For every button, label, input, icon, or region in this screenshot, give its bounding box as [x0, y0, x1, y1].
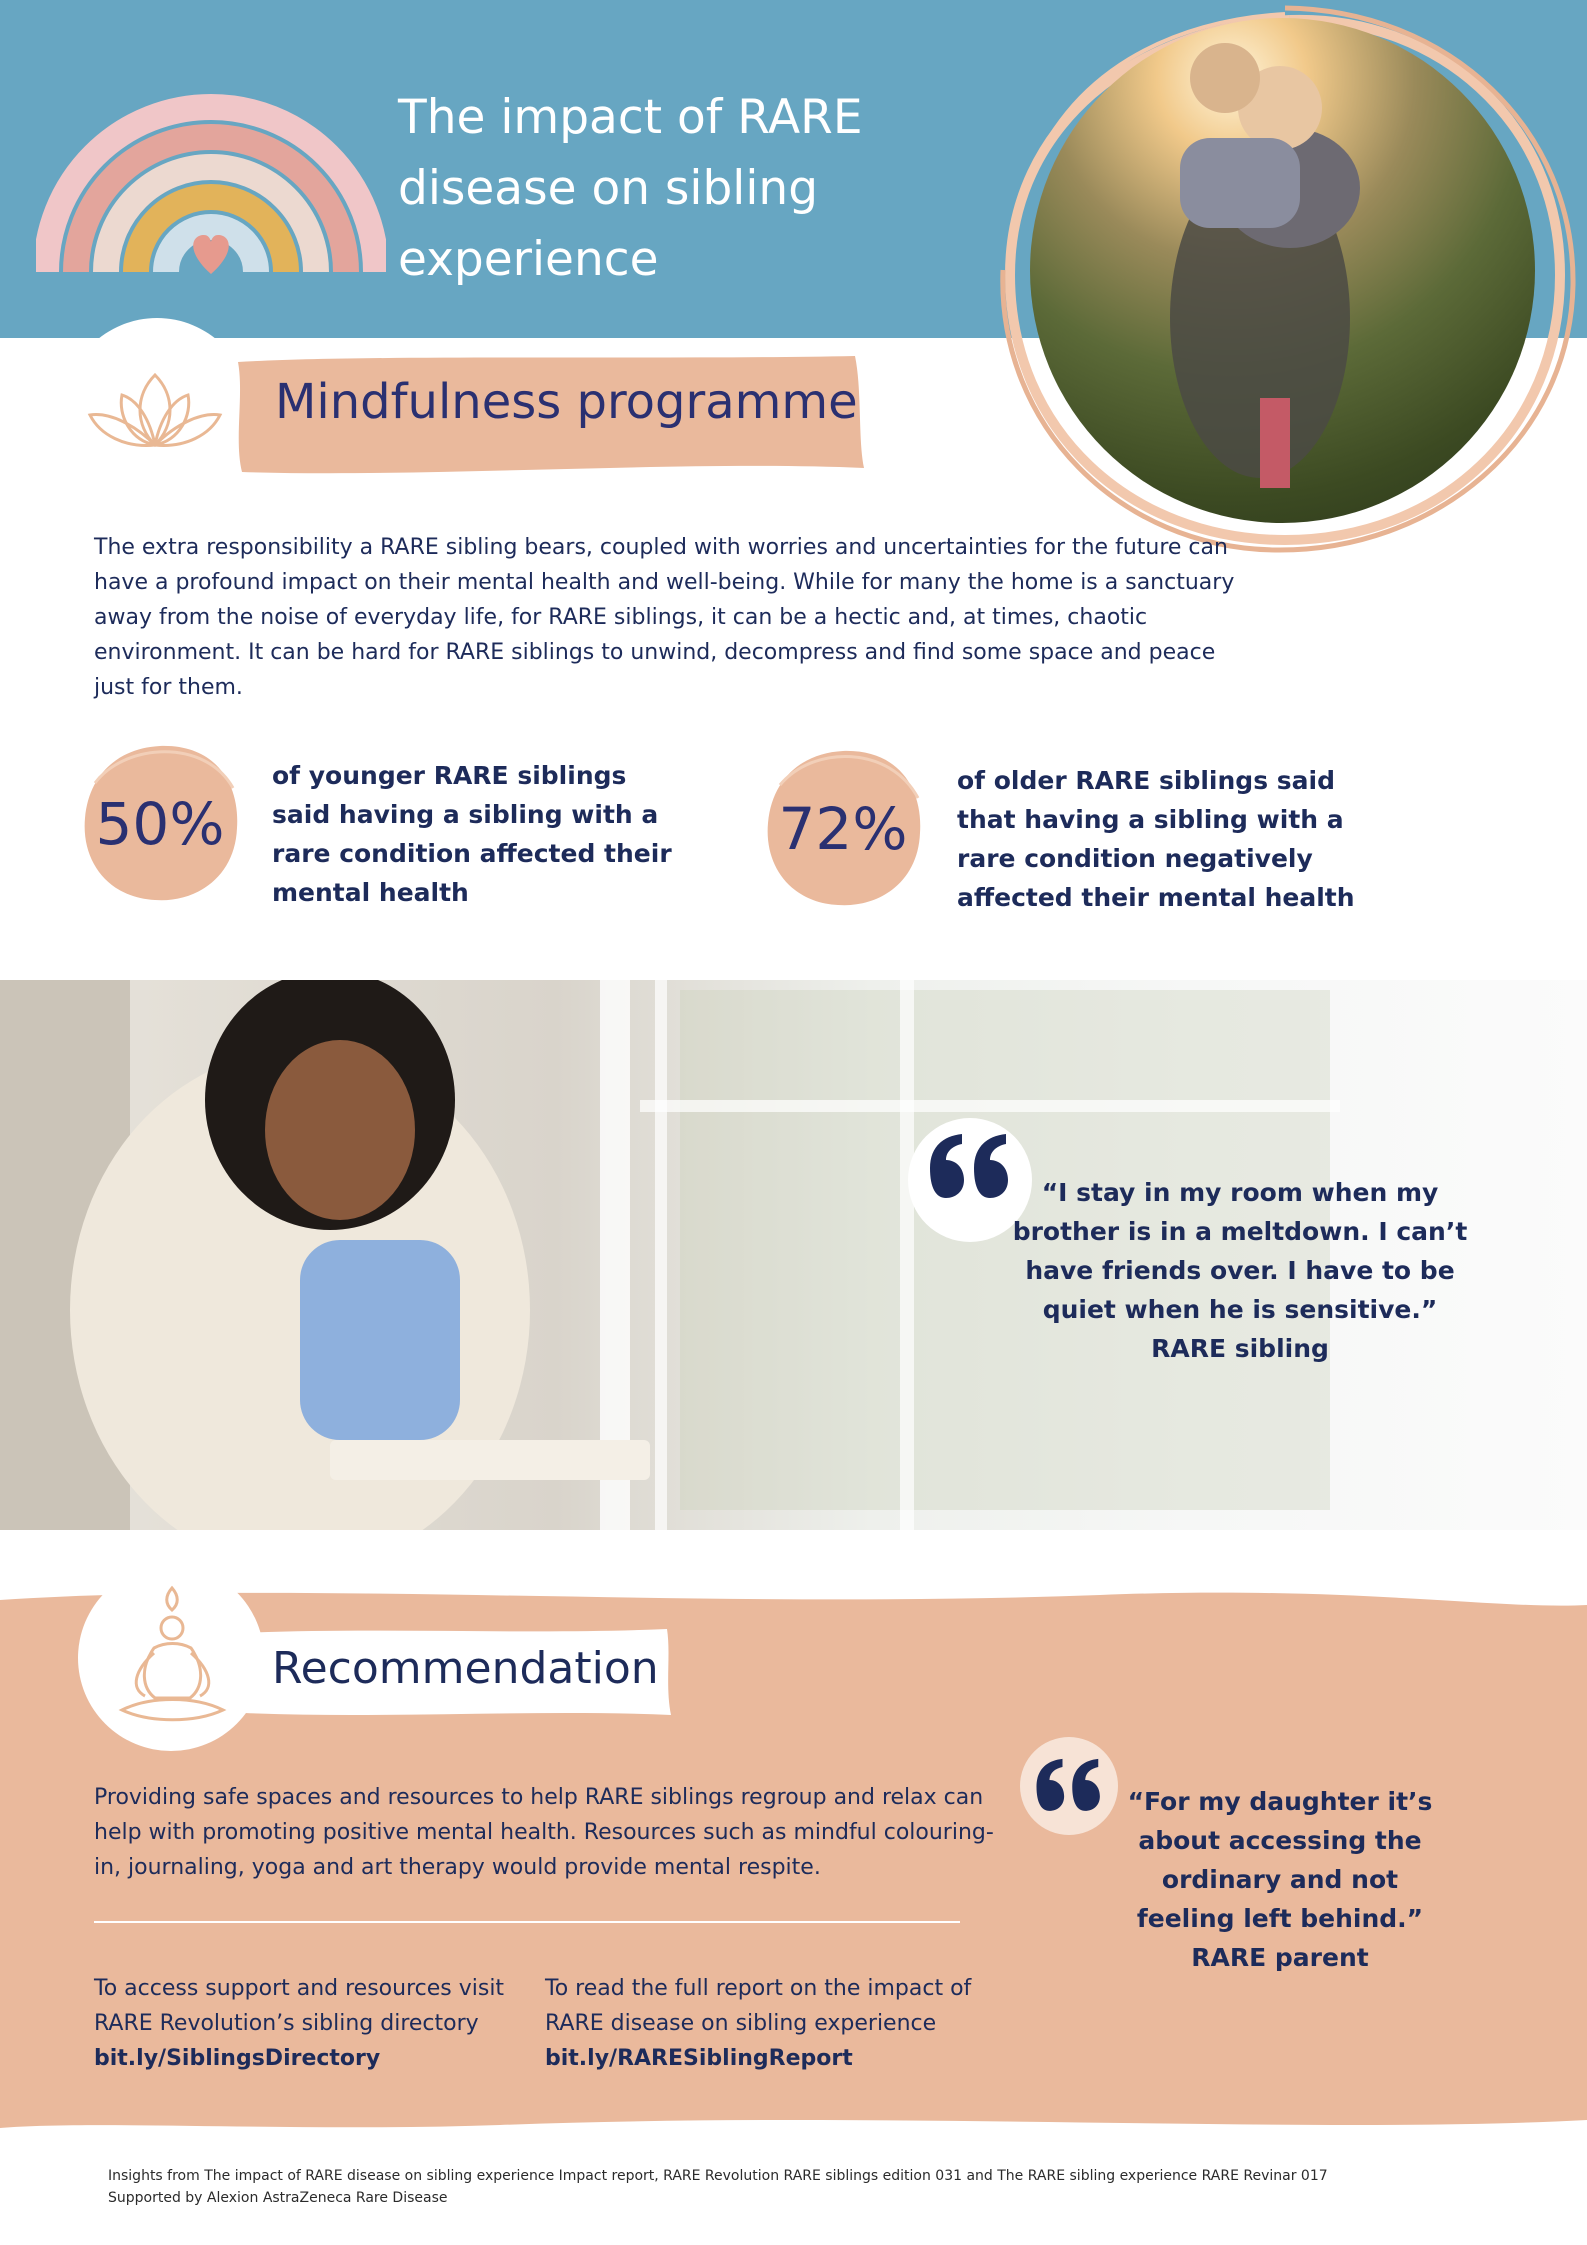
- quote-text-2: “For my daughter it’s about accessing the ordinary and not feeling left behind.”: [1127, 1787, 1433, 1933]
- siblings-directory-link[interactable]: bit.ly/SiblingsDirectory: [94, 2046, 381, 2071]
- stat-text-2: of older RARE siblings said that having a sibling with a rare condition negatively affected their mental health: [957, 766, 1355, 912]
- link-description-report: To read the full report on the impact of RARE disease on sibling experience: [545, 1976, 972, 2036]
- sibling-report-link[interactable]: bit.ly/RARESiblingReport: [545, 2046, 853, 2071]
- recommendation-heading: Recommendation: [272, 1643, 659, 1694]
- stat-value-2: 72%: [778, 795, 908, 863]
- mindfulness-heading: Mindfulness programme: [275, 374, 858, 430]
- recommendation-body: Providing safe spaces and resources to help RARE siblings regroup and relax can help with promoting positive mental health. Resources such as mindful colouring-in, journaling, yoga and art therapy would provide mental respite.: [94, 1785, 994, 1880]
- rainbow-illustration: [36, 52, 386, 282]
- lotus-icon: [80, 360, 230, 460]
- siblings-photo: [1030, 18, 1535, 523]
- link-block-report: [545, 1971, 975, 2076]
- quote-icon: [922, 1130, 1018, 1200]
- footer-sources: Insights from The impact of RARE disease on sibling experience Impact report, RARE Revolution RARE siblings edition 031 and The RARE sibling experience RARE Revinar 017: [108, 2168, 1328, 2184]
- quote-icon: [1030, 1755, 1108, 1813]
- divider: [94, 1921, 960, 1923]
- link-block-directory: [94, 1971, 514, 2076]
- page-title: The impact of RARE disease on sibling experience: [398, 90, 863, 287]
- mindfulness-intro: The extra responsibility a RARE sibling bears, coupled with worries and uncertainties for the future can have a profound impact on their mental health and well-being. While for many the home is a sanctuary away from the noise of everyday life, for RARE siblings, it can be a hectic and, at times, chaotic environment. It can be hard for RARE siblings to unwind, decompress and find some space and peace just for them.: [94, 535, 1235, 700]
- quote-attribution-2: RARE parent: [1191, 1943, 1369, 1972]
- footer: [108, 2165, 1528, 2209]
- link-description-directory: To access support and resources visit RARE Revolution’s sibling directory: [94, 1976, 505, 2036]
- stat-value-1: 50%: [95, 790, 225, 858]
- heart-icon: [193, 235, 229, 274]
- quote-text-1: “I stay in my room when my brother is in a meltdown. I can’t have friends over. I have to be quiet when he is sensitive.”: [1012, 1178, 1468, 1324]
- quote-attribution-1: RARE sibling: [1151, 1334, 1329, 1363]
- footer-support: Supported by Alexion AstraZeneca Rare Disease: [108, 2190, 448, 2206]
- stat-text-1: of younger RARE siblings said having a sibling with a rare condition affected their mental health: [272, 761, 672, 907]
- meditation-icon: [110, 1578, 235, 1728]
